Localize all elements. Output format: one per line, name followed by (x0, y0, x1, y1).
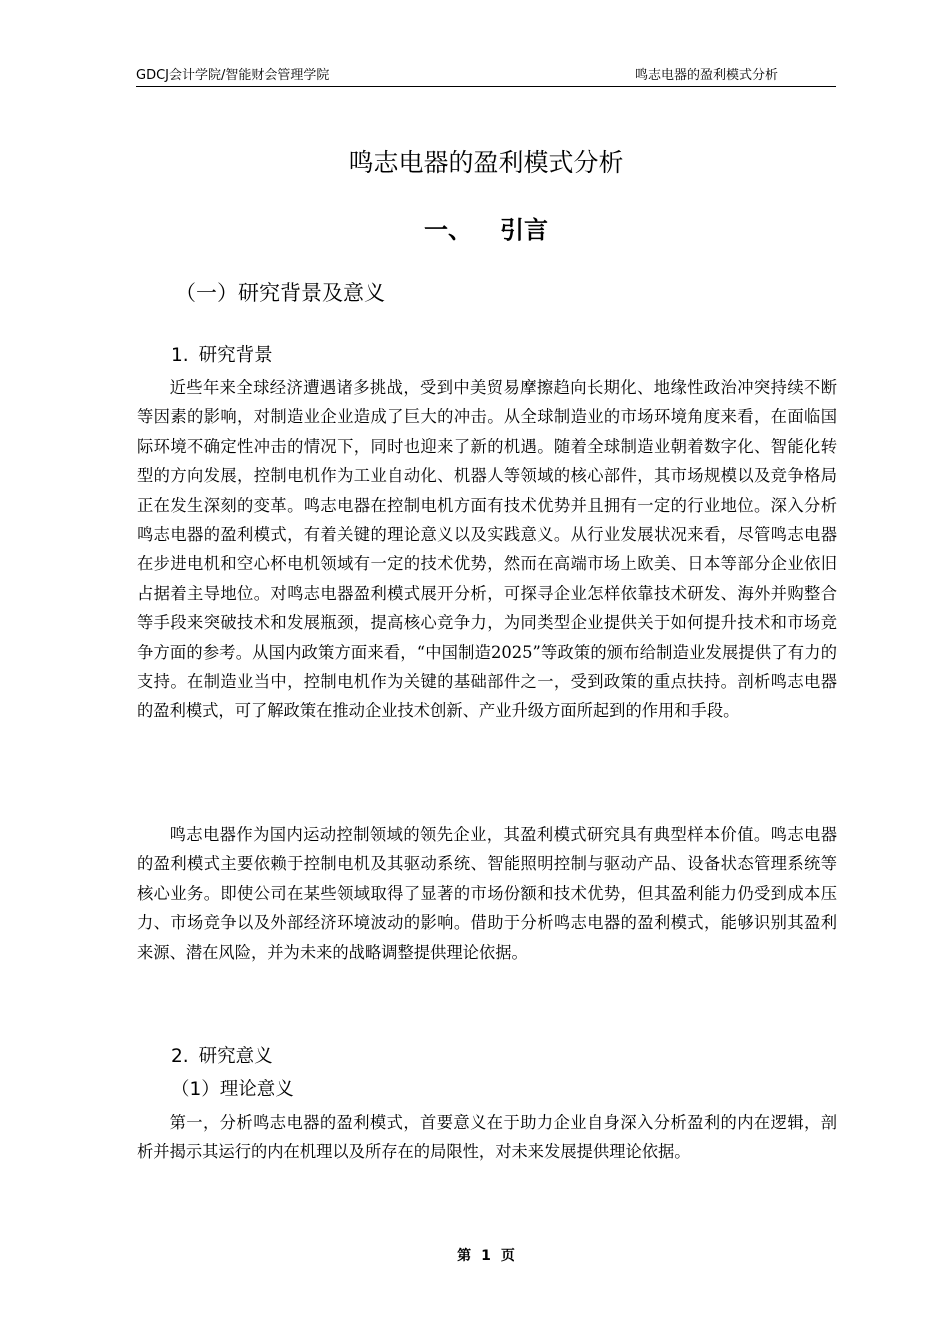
page-prefix: 第 (457, 1248, 472, 1264)
sub-part-heading: （1）理论意义 (171, 1079, 294, 1100)
page-suffix: 页 (500, 1248, 515, 1264)
part-heading-significance (171, 1042, 273, 1072)
paragraph: 鸣志电器作为国内运动控制领域的领先企业，其盈利模式研究具有典型样本价值。鸣志电器的盈利模式主要依赖于控制电机及其驱动系统、智能照明控制与驱动产品、设备状态管理系统等核心业务。即使公司在某些领域取得了显著的市场份额和技术优势，但其盈利能力仍受到成本压力、市场竞争以及外部经济环境波动的影响。借助于分析鸣志电器的盈利模式，能够识别其盈利来源、潜在风险，并为未来的战略调整提供理论依据。 (137, 825, 837, 962)
document-title: 鸣志电器的盈利模式分析 (348, 148, 624, 177)
header-right-text: 鸣志电器的盈利模式分析 (634, 68, 778, 83)
part-title: 研究背景 (198, 345, 273, 366)
section-number: 一、 (424, 216, 472, 244)
page-footer (136, 1244, 836, 1268)
subsection-heading: （一）研究背景及意义 (175, 281, 385, 305)
part-number: 2. (171, 1046, 189, 1067)
part-number: 1. (171, 345, 189, 366)
header-left-text: GDCJ会计学院/智能财会管理学院 (136, 68, 330, 83)
page-header (136, 66, 836, 87)
page-number: 1 (481, 1248, 491, 1264)
part-title: 研究意义 (198, 1046, 273, 1067)
paragraph: 第一，分析鸣志电器的盈利模式，首要意义在于助力企业自身深入分析盈利的内在逻辑，剖析并揭示其运行的内在机理以及所存在的局限性，对未来发展提供理论依据。 (137, 1113, 837, 1162)
part-heading-background (171, 341, 273, 371)
section-heading (136, 210, 836, 250)
paragraph: 近些年来全球经济遭遇诸多挑战，受到中美贸易摩擦趋向长期化、地缘性政治冲突持续不断等因素的影响，对制造业企业造成了巨大的冲击。从全球制造业的市场环境角度来看，在面临国际环境不确定性冲击的情况下，同时也迎来了新的机遇。随着全球制造业朝着数字化、智能化转型的方向发展，控制电机作为工业自动化、机器人等领域的核心部件，其市场规模以及竞争格局正在发生深刻的变革。鸣志电器在控制电机方面有技术优势并且拥有一定的行业地位。深入分析鸣志电器的盈利模式，有着关键的理论意义以及实践意义。从行业发展状况来看，尽管鸣志电器在步进电机和空心杯电机领域有一定的技术优势，然而在高端市场上欧美、日本等部分企业依旧占据着主导地位。对鸣志电器盈利模式展开分析，可探寻企业怎样依靠技术研发、海外并购整合等手段来突破技术和发展瓶颈，提高核心竞争力，为同类型企业提供关于如何提升技术和市场竞争方面的参考。从国内政策方面来看，“中国制造2025”等政策的颁布给制造业发展提供了有力的支持。在制造业当中，控制电机作为关键的基础部件之一，受到政策的重点扶持。剖析鸣志电器的盈利模式，可了解政策在推动企业技术创新、产业升级方面所起到的作用和手段。 (137, 378, 837, 721)
section-title: 引言 (500, 216, 548, 244)
